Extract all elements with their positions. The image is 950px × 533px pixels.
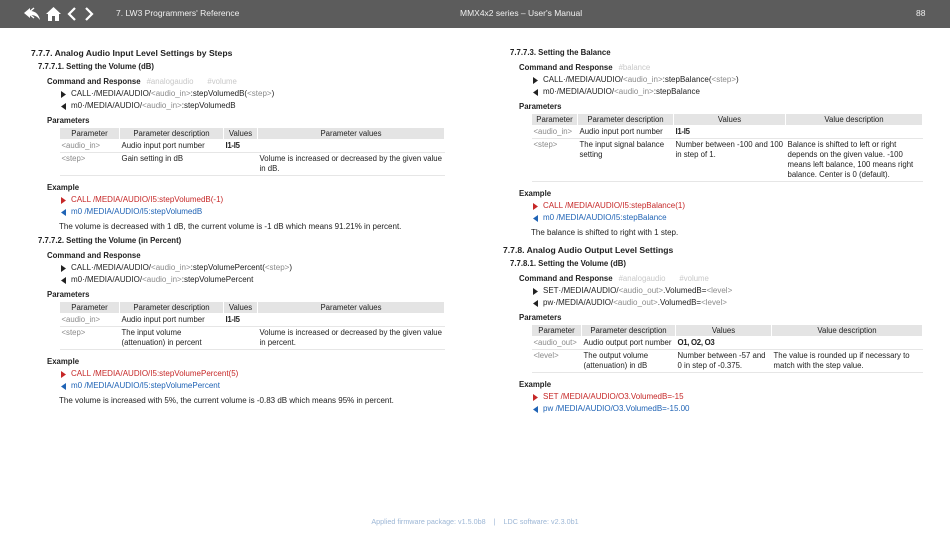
table-row: <step> The input volume (attenuation) in percent Volume is increased or decreased by the given value in percent. bbox=[60, 327, 445, 350]
software-version: LDC software: v2.3.0b1 bbox=[503, 517, 579, 526]
subsection-title-7-7-7-2: 7.7.7.2. Setting the Volume (in Percent) bbox=[38, 236, 182, 245]
parameters-label: Parameters bbox=[519, 313, 562, 322]
command-line: CALL·/MEDIA/AUDIO/ <audio_in> :stepBalance( <step> ) bbox=[533, 74, 933, 86]
footer-separator: | bbox=[493, 517, 496, 526]
arrow-left-icon bbox=[61, 383, 71, 390]
home-icon[interactable] bbox=[44, 5, 62, 23]
response-line: m0·/MEDIA/AUDIO/ <audio_in> :stepVolumePercent bbox=[61, 274, 451, 286]
arrow-left-icon bbox=[533, 300, 543, 307]
right-column bbox=[503, 42, 933, 415]
table-row: <step> The input signal balance setting Number between -100 and 100 in step of 1. Balance is shifted to left or right depends on the given value. -100 means left balance, 100 means right balance. Center is 0 (default). bbox=[532, 139, 923, 182]
next-icon[interactable] bbox=[82, 5, 96, 23]
example-note: The balance is shifted to right with 1 step. bbox=[531, 228, 679, 237]
parameters-table bbox=[59, 127, 445, 176]
response-line: pw·/MEDIA/AUDIO/ <audio_out> .VolumedB= <level> bbox=[533, 297, 933, 309]
arrow-right-icon bbox=[533, 203, 543, 210]
table-row: <level> The output volume (attenuation) in dB Number between -57 and 0 in step of -0.375. The value is rounded up if necessary to match with the step value. bbox=[532, 350, 923, 373]
table-header-row: Parameter Parameter description Values Value description bbox=[532, 325, 923, 337]
response-line: m0·/MEDIA/AUDIO/ <audio_in> :stepVolumedB bbox=[61, 100, 451, 112]
parameters-table bbox=[531, 113, 923, 182]
parameters-label: Parameters bbox=[47, 116, 90, 125]
example-command: SET /MEDIA/AUDIO/O3.VolumedB=-15 bbox=[533, 391, 933, 403]
example-label: Example bbox=[519, 380, 552, 389]
table-header-row: Parameter Parameter description Values Parameter values bbox=[60, 302, 445, 314]
arrow-right-icon bbox=[61, 371, 71, 378]
example-command: CALL /MEDIA/AUDIO/I5:stepVolumePercent(5) bbox=[61, 368, 451, 380]
subsection-title-7-7-7-3: 7.7.7.3. Setting the Balance bbox=[510, 48, 611, 57]
top-navigation-bar bbox=[0, 0, 950, 28]
chapter-title[interactable]: 7. LW3 Programmers' Reference bbox=[116, 8, 240, 18]
section-title-7-7-7: 7.7.7. Analog Audio Input Level Settings by Steps bbox=[31, 48, 233, 58]
table-header-row: Parameter Parameter description Values Value description bbox=[532, 114, 923, 126]
page-footer bbox=[0, 517, 950, 526]
section-title-7-7-8: 7.7.8. Analog Audio Output Level Settings bbox=[503, 245, 674, 255]
arrow-right-icon bbox=[533, 77, 543, 84]
arrow-right-icon bbox=[61, 265, 71, 272]
arrow-left-icon bbox=[533, 215, 543, 222]
example-label: Example bbox=[519, 189, 552, 198]
command-and-response-label: Command and Response bbox=[47, 251, 141, 260]
table-row: <audio_in> Audio input port number I1-I5 bbox=[532, 126, 923, 139]
arrow-left-icon bbox=[61, 209, 71, 216]
arrow-right-icon bbox=[533, 394, 543, 401]
command-and-response-label: Command and Response #balance bbox=[519, 63, 651, 72]
table-row: <step> Gain setting in dB Volume is increased or decreased by the given value in dB. bbox=[60, 153, 445, 176]
subsection-title-7-7-7-1: 7.7.7.1. Setting the Volume (dB) bbox=[38, 62, 154, 71]
example-label: Example bbox=[47, 183, 80, 192]
parameters-table bbox=[59, 301, 445, 350]
example-command: CALL /MEDIA/AUDIO/I5:stepVolumedB(-1) bbox=[61, 194, 451, 206]
command-line: CALL·/MEDIA/AUDIO/ <audio_in> :stepVolumedB( <step> ) bbox=[61, 88, 451, 100]
example-response: pw /MEDIA/AUDIO/O3.VolumedB=-15.00 bbox=[533, 403, 933, 415]
hashtag-balance[interactable]: #balance bbox=[618, 63, 651, 72]
hashtag-analogaudio[interactable]: #analogaudio bbox=[618, 274, 666, 283]
command-line: CALL·/MEDIA/AUDIO/ <audio_in> :stepVolumePercent( <step> ) bbox=[61, 262, 451, 274]
example-note: The volume is increased with 5%, the current volume is -0.83 dB which means 95% in percent. bbox=[59, 396, 394, 405]
command-line: SET·/MEDIA/AUDIO/ <audio_out> .VolumedB= <level> bbox=[533, 285, 933, 297]
example-response: m0 /MEDIA/AUDIO/I5:stepVolumePercent bbox=[61, 380, 451, 392]
command-and-response-label: Command and Response #analogaudio #volume bbox=[519, 274, 709, 283]
response-line: m0·/MEDIA/AUDIO/ <audio_in> :stepBalance bbox=[533, 86, 933, 98]
parameters-label: Parameters bbox=[519, 102, 562, 111]
example-response: m0 /MEDIA/AUDIO/I5:stepVolumedB bbox=[61, 206, 451, 218]
firmware-version: Applied firmware package: v1.5.0b8 bbox=[371, 517, 486, 526]
parameters-label: Parameters bbox=[47, 290, 90, 299]
arrow-left-icon bbox=[533, 89, 543, 96]
arrow-left-icon bbox=[61, 103, 71, 110]
example-note: The volume is decreased with 1 dB, the current volume is -1 dB which means 91.21% in percent. bbox=[59, 222, 402, 231]
arrow-right-icon bbox=[533, 288, 543, 295]
table-row: <audio_out> Audio output port number O1, O2, O3 bbox=[532, 337, 923, 350]
document-title: MMX4x2 series – User's Manual bbox=[460, 8, 583, 18]
table-header-row: Parameter Parameter description Values Parameter values bbox=[60, 128, 445, 140]
arrow-right-icon bbox=[61, 91, 71, 98]
example-response: m0 /MEDIA/AUDIO/I5:stepBalance bbox=[533, 212, 933, 224]
previous-icon[interactable] bbox=[65, 5, 79, 23]
example-label: Example bbox=[47, 357, 80, 366]
example-command: CALL /MEDIA/AUDIO/I5:stepBalance(1) bbox=[533, 200, 933, 212]
arrow-left-icon bbox=[533, 406, 543, 413]
arrow-left-icon bbox=[61, 277, 71, 284]
back-icon[interactable] bbox=[22, 5, 42, 23]
table-row: <audio_in> Audio input port number I1-I5 bbox=[60, 314, 445, 327]
subsection-title-7-7-8-1: 7.7.8.1. Setting the Volume (dB) bbox=[510, 259, 626, 268]
table-row: <audio_in> Audio input port number I1-I5 bbox=[60, 140, 445, 153]
hashtag-analogaudio[interactable]: #analogaudio bbox=[146, 77, 194, 86]
command-and-response-label: Command and Response #analogaudio #volume bbox=[47, 77, 237, 86]
hashtag-volume[interactable]: #volume bbox=[679, 274, 709, 283]
parameters-table bbox=[531, 324, 923, 373]
page-number: 88 bbox=[916, 8, 926, 18]
arrow-right-icon bbox=[61, 197, 71, 204]
hashtag-volume[interactable]: #volume bbox=[207, 77, 237, 86]
left-column bbox=[31, 42, 451, 407]
